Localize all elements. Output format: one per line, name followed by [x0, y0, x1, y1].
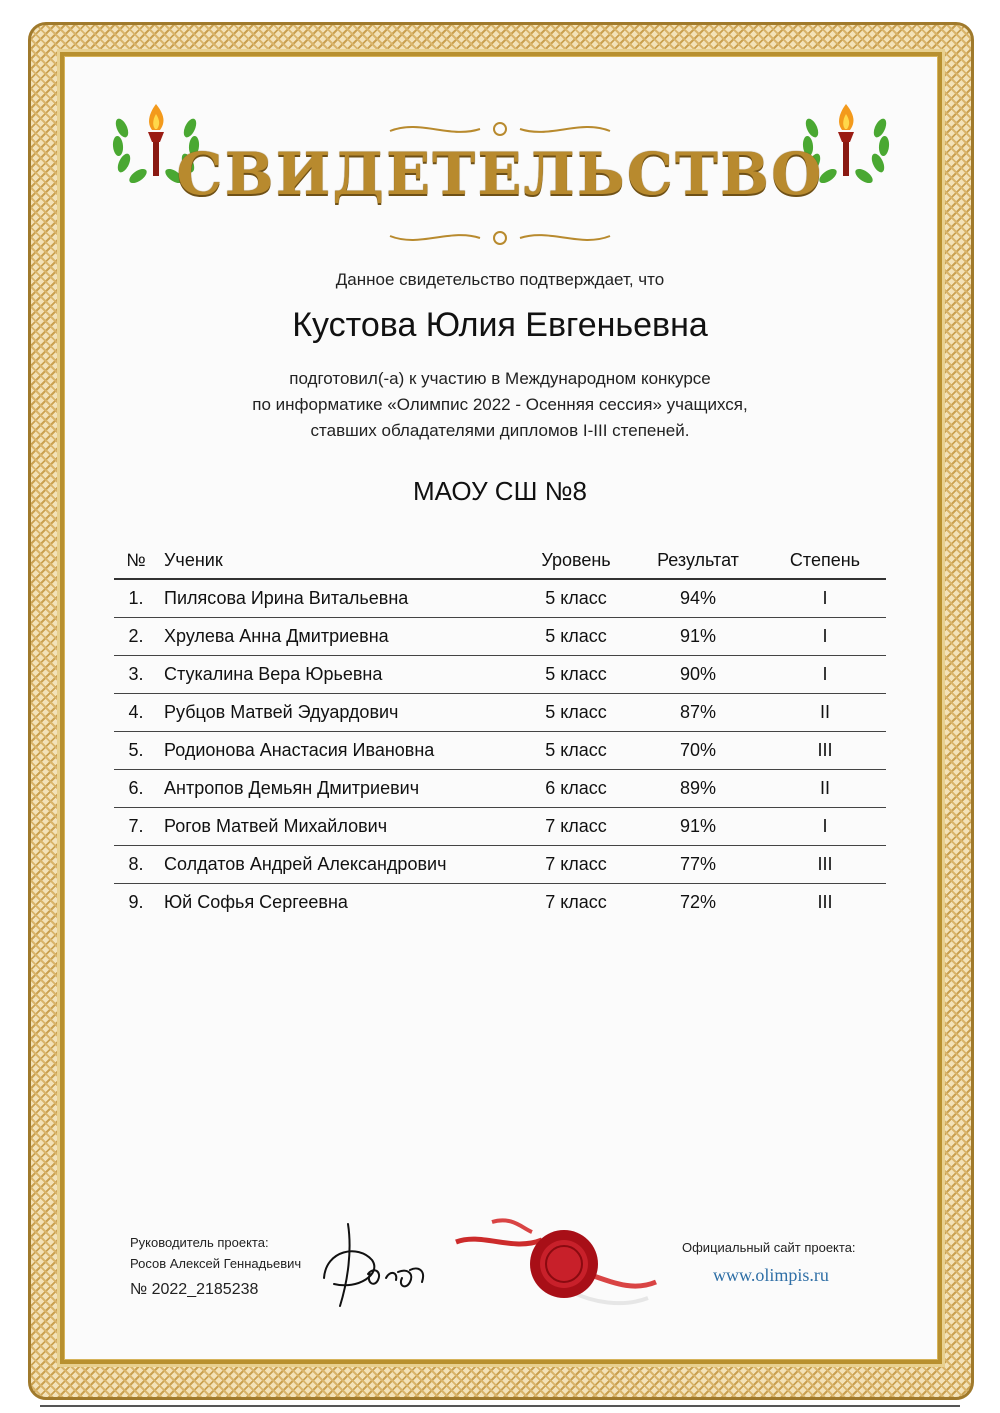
diploma-degree: I — [764, 808, 886, 846]
description-line: ставших обладателями дипломов I-III степеней. — [310, 421, 690, 440]
table-row — [114, 656, 886, 694]
result-percent: 94% — [632, 579, 764, 618]
person-name: Кустова Юлия Евгеньевна — [292, 306, 708, 344]
table-row — [114, 884, 886, 922]
result-percent: 87% — [632, 694, 764, 732]
column-header-degree: Степень — [764, 542, 886, 579]
page-divider — [40, 1405, 960, 1407]
row-number: 6. — [114, 770, 158, 808]
description — [0, 366, 1000, 444]
row-number: 3. — [114, 656, 158, 694]
table-row — [114, 808, 886, 846]
student-name: Солдатов Андрей Александрович — [158, 846, 520, 884]
certificate-title: СВИДЕТЕЛЬСТВО — [176, 140, 824, 208]
result-percent: 89% — [632, 770, 764, 808]
results-table — [114, 542, 886, 921]
diploma-degree: III — [764, 732, 886, 770]
leader-name: Росов Алексей Геннадьевич — [130, 1256, 302, 1271]
wax-seal-icon — [452, 1212, 660, 1312]
table-row — [114, 694, 886, 732]
site-label: Официальный сайт проекта: — [682, 1240, 856, 1255]
class-level: 7 класс — [545, 892, 607, 912]
row-number: 8. — [114, 846, 158, 884]
row-number: 2. — [114, 618, 158, 656]
diploma-degree: I — [764, 618, 886, 656]
signature — [318, 1220, 430, 1312]
class-level: 5 класс — [520, 579, 632, 618]
row-number: 5. — [114, 732, 158, 770]
student-name: Рогов Матвей Михайлович — [158, 808, 520, 846]
student-name: Антропов Демьян Дмитриевич — [158, 770, 520, 808]
description-line: по информатике «Олимпис 2022 - Осенняя сессия» учащихся, — [252, 395, 748, 414]
student-name: Родионова Анастасия Ивановна — [158, 732, 520, 770]
table-row — [114, 770, 886, 808]
diploma-degree: II — [764, 694, 886, 732]
student-name: Стукалина Вера Юрьевна — [158, 656, 520, 694]
table-row — [114, 618, 886, 656]
diploma-degree: III — [764, 846, 886, 884]
row-number: 1. — [114, 579, 158, 618]
site-link[interactable]: www.olimpis.ru — [713, 1265, 829, 1285]
class-level: 5 класс — [520, 732, 632, 770]
column-header-level: Уровень — [520, 542, 632, 579]
diploma-degree: II — [764, 770, 886, 808]
column-header-number: № — [114, 542, 158, 579]
diploma-degree: I — [764, 656, 886, 694]
student-name: Хрулева Анна Дмитриевна — [158, 618, 520, 656]
student-name: Пилясова Ирина Витальевна — [158, 579, 520, 618]
class-level: 7 класс — [520, 846, 632, 884]
diploma-degree: I — [764, 579, 886, 618]
student-name: Юй Софья Сергеевна — [164, 892, 348, 912]
result-percent: 91% — [632, 808, 764, 846]
column-header-result: Результат — [632, 542, 764, 579]
class-level: 5 класс — [520, 656, 632, 694]
column-header-student: Ученик — [158, 542, 520, 579]
table-row — [114, 732, 886, 770]
class-level: 5 класс — [520, 694, 632, 732]
row-number: 7. — [114, 808, 158, 846]
project-leader — [130, 1232, 301, 1274]
row-number: 4. — [114, 694, 158, 732]
table-header-row — [114, 542, 886, 579]
class-level: 5 класс — [520, 618, 632, 656]
result-percent: 77% — [632, 846, 764, 884]
certificate-number: № 2022_2185238 — [130, 1281, 259, 1298]
leader-label: Руководитель проекта: — [130, 1235, 269, 1250]
school-name: МАОУ СШ №8 — [412, 476, 587, 506]
table-row — [114, 846, 886, 884]
result-percent: 90% — [632, 656, 764, 694]
result-percent: 70% — [632, 732, 764, 770]
class-level: 6 класс — [520, 770, 632, 808]
table-row — [114, 579, 886, 618]
result-percent: 91% — [632, 618, 764, 656]
row-number: 9. — [128, 892, 144, 912]
ornament-top — [380, 117, 620, 141]
confirm-text: Данное свидетельство подтверждает, что — [335, 270, 665, 289]
class-level: 7 класс — [520, 808, 632, 846]
ornament-bottom — [380, 226, 620, 250]
description-line: подготовил(-а) к участию в Международном конкурсе — [289, 369, 711, 388]
diploma-degree: III — [817, 892, 833, 912]
result-percent: 72% — [679, 892, 717, 912]
student-name: Рубцов Матвей Эдуардович — [158, 694, 520, 732]
